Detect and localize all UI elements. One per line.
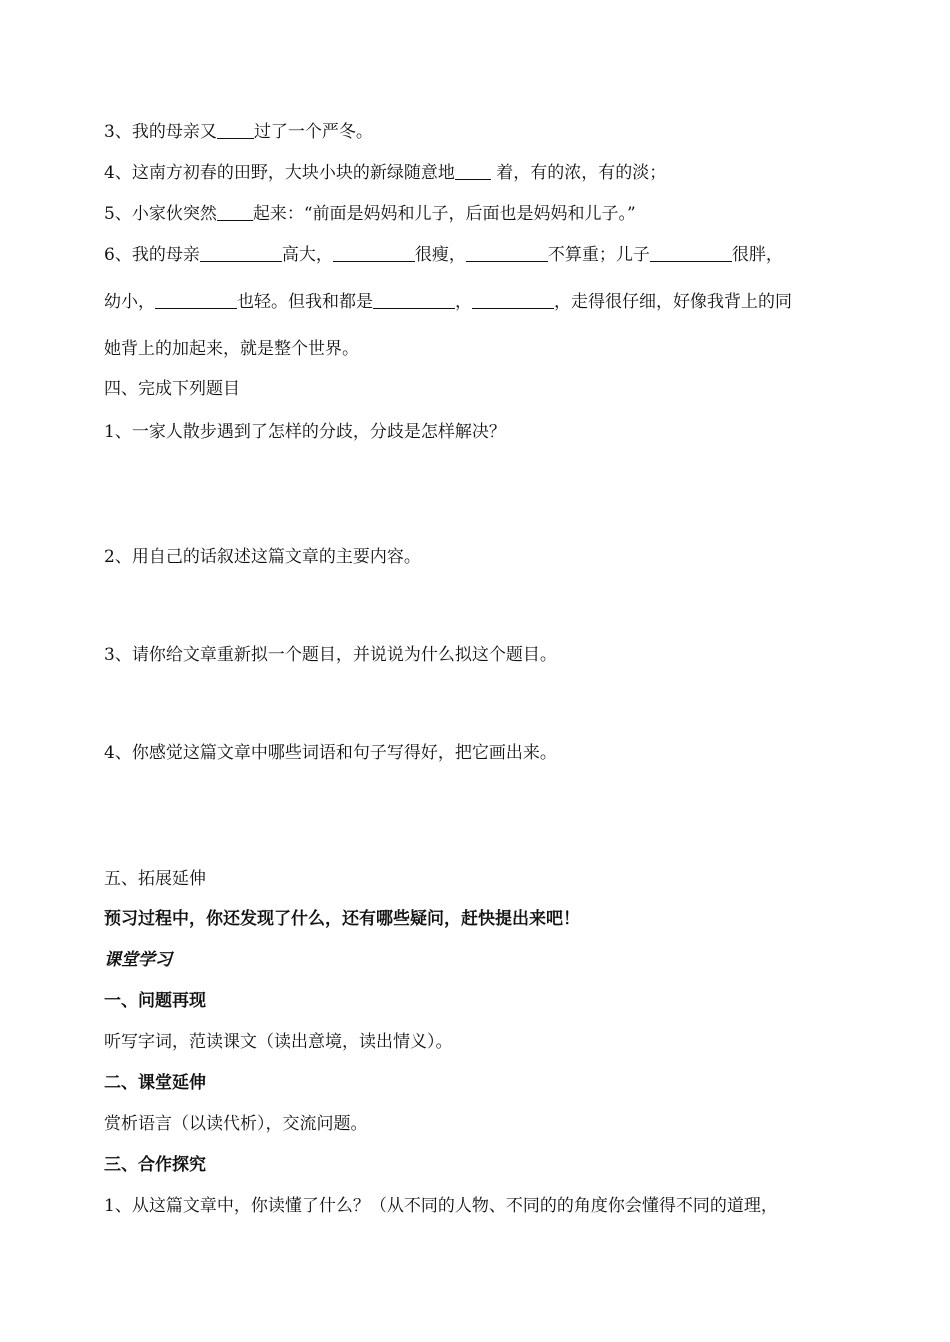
part-2-text: 赏析语言（以读代析），交流问题。 [104, 1114, 368, 1134]
fill-blank-5: 5、小家伙突然 起来：“前面是妈妈和儿子，后面也是妈妈和儿子。” [104, 204, 636, 224]
fill-blank-4: 4、这南方初春的田野，大块小块的新绿随意地 着，有的浓，有的淡； [104, 163, 667, 183]
part-1-heading: 一、问题再现 [104, 991, 206, 1011]
fill-blank-6-line-2: 幼小， 也轻。但我和都是 ， ，走得很仔细，好像我背上的同 [104, 292, 792, 312]
answer-blank[interactable] [472, 290, 554, 309]
classroom-title: 课堂学习 [104, 950, 172, 970]
part-3-question-1: 1、从这篇文章中，你读懂了什么？（从不同的人物、不同的的角度你会懂得不同的道理， [104, 1196, 778, 1216]
answer-blank[interactable] [217, 120, 254, 139]
section-4-question-3: 3、请你给文章重新拟一个题目，并说说为什么拟这个题目。 [104, 645, 557, 665]
fill-blank-6-line-1: 6、我的母亲 高大， 很瘦， 不算重；儿子 很胖， [104, 245, 783, 265]
part-1-text: 听写字词，范读课文（读出意境，读出情义）。 [104, 1032, 453, 1052]
part-3-heading: 三、合作探究 [104, 1155, 206, 1175]
answer-blank[interactable] [455, 161, 491, 180]
answer-blank[interactable] [217, 202, 253, 221]
section-4-question-1: 1、一家人散步遇到了怎样的分歧，分歧是怎样解决？ [104, 422, 506, 442]
section-5-prompt: 预习过程中，你还发现了什么，还有哪些疑问，赶快提出来吧！ [104, 909, 580, 929]
answer-blank[interactable] [155, 290, 237, 309]
section-4-question-2: 2、用自己的话叙述这篇文章的主要内容。 [104, 547, 421, 567]
answer-blank[interactable] [333, 243, 415, 262]
part-2-heading: 二、课堂延伸 [104, 1073, 206, 1093]
answer-blank[interactable] [466, 243, 548, 262]
fill-blank-3: 3、我的母亲又 过了一个严冬。 [104, 122, 373, 142]
answer-blank[interactable] [373, 290, 455, 309]
section-5-heading: 五、拓展延伸 [104, 869, 206, 889]
answer-blank[interactable] [650, 243, 732, 262]
section-4-heading: 四、完成下列题目 [104, 379, 240, 399]
section-4-question-4: 4、你感觉这篇文章中哪些词语和句子写得好，把它画出来。 [104, 743, 557, 763]
answer-blank[interactable] [200, 243, 282, 262]
fill-blank-6-line-3: 她背上的加起来，就是整个世界。 [104, 339, 359, 359]
